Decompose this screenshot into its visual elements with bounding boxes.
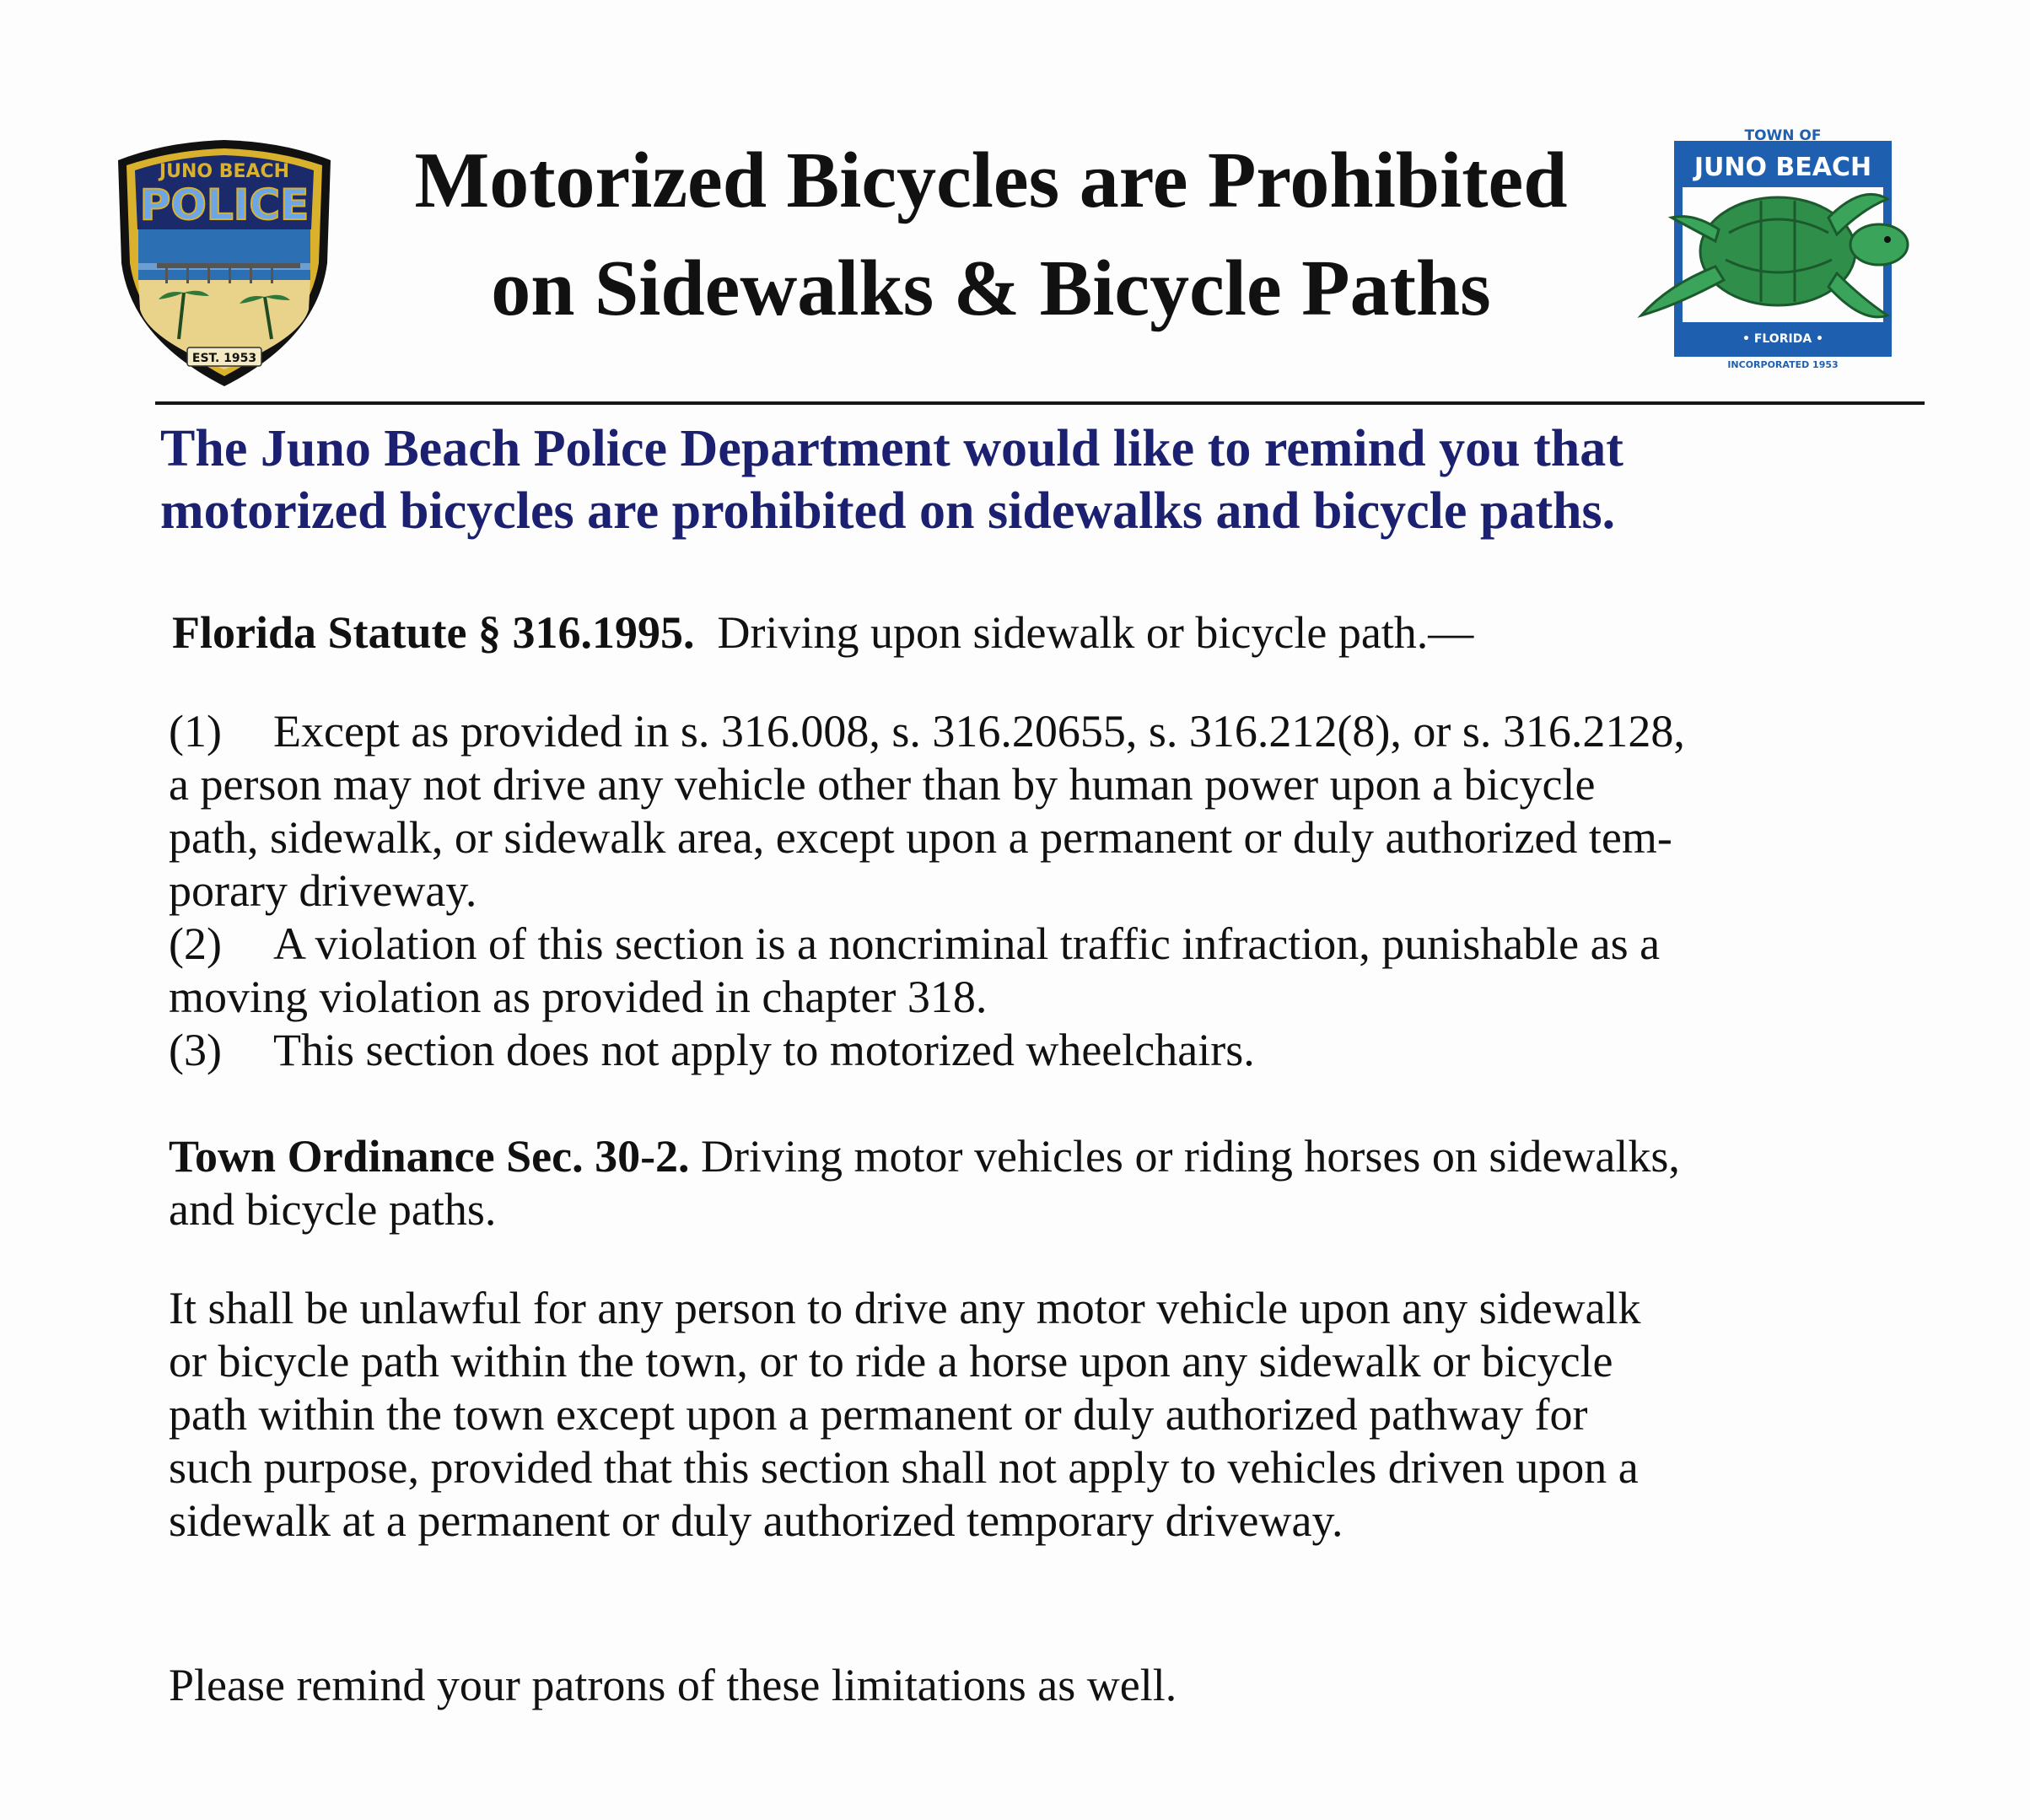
seal-town-of: TOWN OF [1744,127,1822,144]
police-badge-logo [106,137,342,390]
seal-name: JUNO BEACH [1693,153,1872,182]
statute-item-1-text: Except as provided in s. 316.008, s. 316.20655, s. 316.212(8), or s. 316.2128, [273,706,1685,757]
ordinance-heading [169,1130,1906,1236]
statute-heading [172,606,1473,660]
ordinance-heading-line-1 [169,1130,1906,1183]
reminder-line-2: motorized bicycles are prohibited on sidewalks and bicycle paths. [160,482,1616,540]
statute-item-2-text: A violation of this section is a noncriminal traffic infraction, punishable as a [273,918,1661,969]
statute-item-1-number: (1) [169,706,222,757]
ordinance-body [169,1282,1906,1548]
header-divider [155,401,1925,405]
ordinance-title-2: and bicycle paths. [169,1184,497,1235]
title-line-2: on Sidewalks & Bicycle Paths [491,245,1491,332]
town-seal-logo [1634,125,1931,371]
ordinance-label: Town Ordinance Sec. 30-2. [169,1131,690,1182]
statute-item-3-number: (3) [169,1025,222,1075]
reminder-line-1: The Juno Beach Police Department would like to remind you that [160,420,1623,477]
reminder-statement [160,417,1923,542]
badge-police-text: POLICE [139,180,310,229]
statute-label: Florida Statute § 316.1995. [172,607,695,658]
ordinance-body-line-2: or bicycle path within the town, or to ride a horse upon any sidewalk or bicycle [169,1336,1613,1387]
statute-item-1-line-2: a person may not drive any vehicle other than by human power upon a bicycle [169,759,1596,810]
statute-item-1-line-4: porary driveway. [169,865,477,916]
statute-item-2-line-2: moving violation as provided in chapter 318. [169,972,988,1022]
ordinance-body-line-5: sidewalk at a permanent or duly authorized temporary driveway. [169,1495,1343,1546]
statute-item-2-line-1 [169,918,1906,971]
page-title [346,127,1636,342]
statute-title: Driving upon sidewalk or bicycle path.— [717,607,1474,658]
ordinance-body-line-4: such purpose, provided that this section shall not apply to vehicles driven upon a [169,1442,1639,1493]
statute-item-3-text: This section does not apply to motorized wheelchairs. [273,1025,1255,1075]
statute-item-3-line-1 [169,1024,1906,1077]
ordinance-body-line-1: It shall be unlawful for any person to drive any motor vehicle upon any sidewalk [169,1283,1641,1333]
ordinance-body-line-3: path within the town except upon a permanent or duly authorized pathway for [169,1389,1588,1440]
badge-top-text: JUNO BEACH [159,161,290,182]
seal-incorporated: INCORPORATED 1953 [1727,359,1839,370]
title-line-1: Motorized Bicycles are Prohibited [414,137,1568,224]
seal-state: • FLORIDA • [1742,332,1823,346]
badge-est-text: EST. 1953 [191,352,257,365]
statute-item-1-line-1 [169,705,1906,758]
statute-item-1-line-3: path, sidewalk, or sidewalk area, except upon a permanent or duly authorized tem- [169,812,1672,863]
statute-items [169,705,1906,1077]
footer-note: Please remind your patrons of these limitations as well. [169,1660,1177,1710]
statute-item-2-number: (2) [169,918,222,969]
ordinance-title-1: Driving motor vehicles or riding horses on sidewalks, [701,1131,1680,1182]
